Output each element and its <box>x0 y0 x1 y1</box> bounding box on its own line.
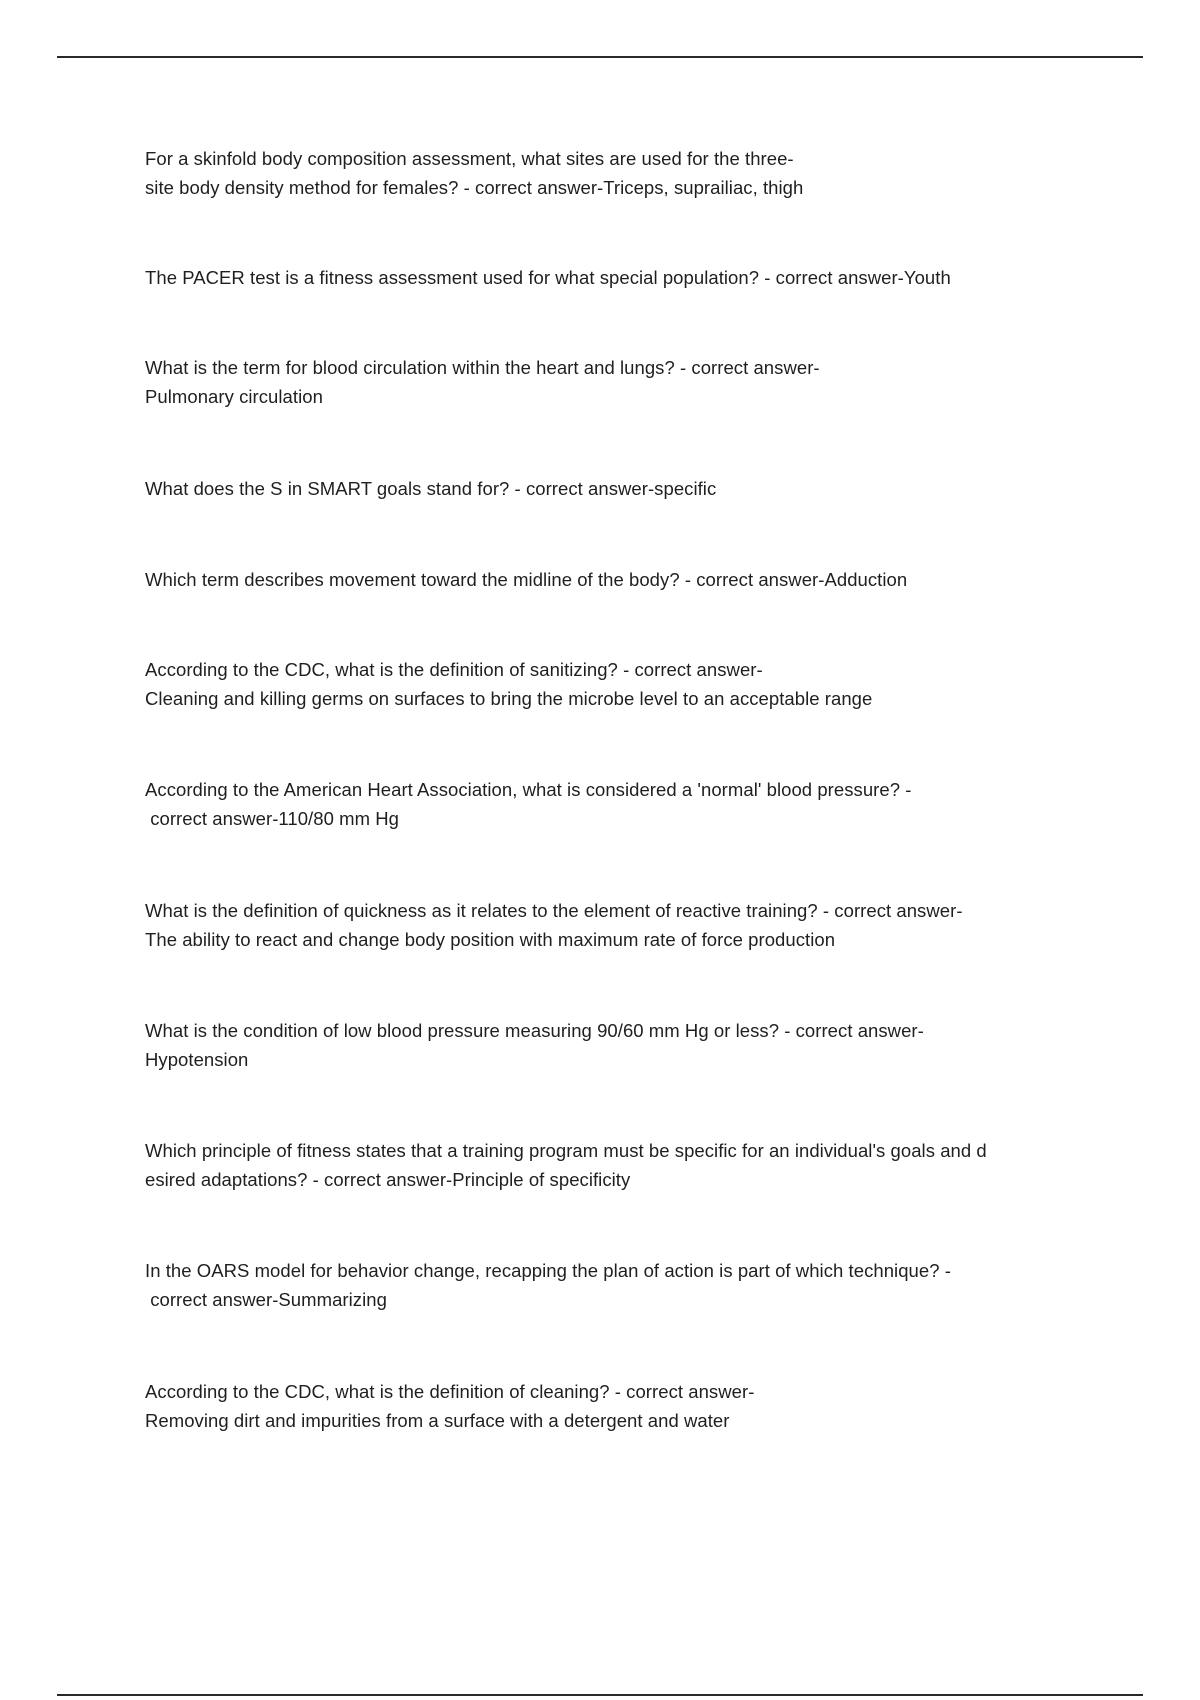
qa-line: correct answer-110/80 mm Hg <box>145 808 399 829</box>
qa-item <box>145 1136 987 1194</box>
qa-line: esired adaptations? - correct answer-Principle of specificity <box>145 1169 631 1190</box>
qa-line: Hypotension <box>145 1049 249 1070</box>
qa-line: The ability to react and change body position with maximum rate of force production <box>145 929 836 950</box>
qa-line: Which principle of fitness states that a training program must be specific for an individual's goals and d <box>145 1140 987 1161</box>
qa-line: According to the American Heart Association, what is considered a 'normal' blood pressure? - <box>145 779 912 800</box>
qa-line: correct answer-Summarizing <box>145 1289 387 1310</box>
qa-item <box>145 1377 754 1435</box>
qa-item <box>145 353 820 411</box>
qa-line: According to the CDC, what is the definition of cleaning? - correct answer- <box>145 1381 755 1402</box>
qa-line: What does the S in SMART goals stand for? - correct answer-specific <box>145 478 717 499</box>
qa-line: Which term describes movement toward the midline of the body? - correct answer-Adduction <box>145 569 908 590</box>
qa-line: The PACER test is a fitness assessment used for what special population? - correct answer-Youth <box>145 267 951 288</box>
qa-item <box>145 1256 951 1314</box>
qa-item <box>145 1016 924 1074</box>
qa-line: What is the condition of low blood pressure measuring 90/60 mm Hg or less? - correct answer- <box>145 1020 924 1041</box>
qa-item <box>145 474 716 503</box>
qa-item <box>145 565 907 594</box>
qa-line: Removing dirt and impurities from a surface with a detergent and water <box>145 1410 730 1431</box>
header-rule <box>57 56 1143 58</box>
qa-item <box>145 775 911 833</box>
footer-rule <box>57 1694 1143 1696</box>
qa-line: Cleaning and killing germs on surfaces to bring the microbe level to an acceptable range <box>145 688 873 709</box>
qa-item <box>145 263 951 292</box>
qa-line: For a skinfold body composition assessment, what sites are used for the three- <box>145 148 794 169</box>
qa-line: site body density method for females? - correct answer-Triceps, suprailiac, thigh <box>145 177 804 198</box>
qa-item <box>145 144 803 202</box>
qa-item <box>145 896 963 954</box>
qa-line: In the OARS model for behavior change, recapping the plan of action is part of which technique? - <box>145 1260 951 1281</box>
qa-line: What is the term for blood circulation within the heart and lungs? - correct answer- <box>145 357 820 378</box>
qa-line: What is the definition of quickness as it relates to the element of reactive training? - correct answer- <box>145 900 963 921</box>
qa-item <box>145 655 872 713</box>
qa-line: Pulmonary circulation <box>145 386 323 407</box>
qa-line: According to the CDC, what is the definition of sanitizing? - correct answer- <box>145 659 763 680</box>
